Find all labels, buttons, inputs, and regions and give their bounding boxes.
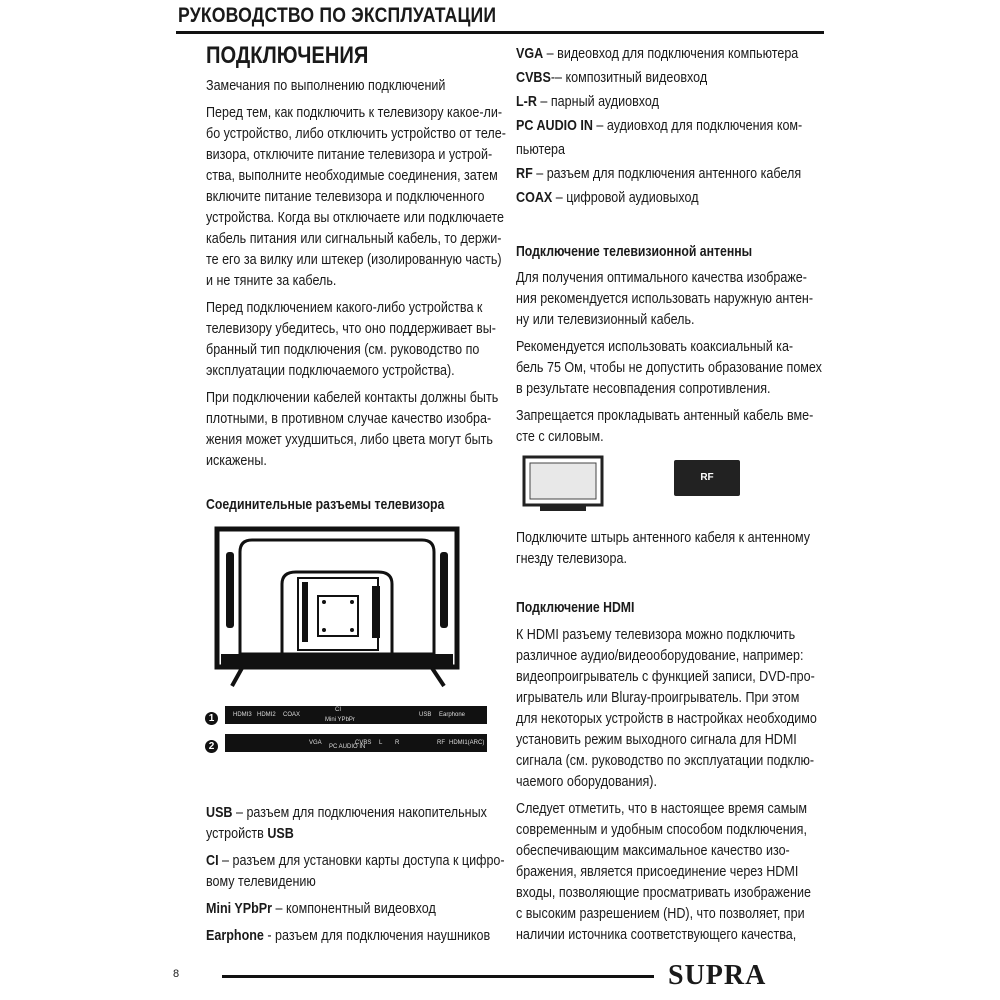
- antenna-paragraph-1: [516, 268, 814, 331]
- side-ports: [302, 582, 308, 642]
- connectors-heading: Соединительные разъемы телевизора: [206, 497, 445, 513]
- hdmi-heading: Подключение HDMI: [516, 600, 635, 616]
- port-label: CI: [335, 707, 341, 713]
- notes-heading: Замечания по выполнению подключений: [206, 78, 446, 94]
- left-definitions: [206, 803, 505, 953]
- text-line: ства, выполните необходимые соединения, затем: [206, 168, 498, 184]
- text-line: устройства. Когда вы отключаете или подключаете: [206, 210, 505, 226]
- text-line: бранный тип подключения (см. руководство по: [206, 342, 480, 358]
- text-line: бель 75 Ом, чтобы не допустить образование помех: [516, 360, 822, 376]
- antenna-text: [516, 268, 822, 454]
- connector-panel-2: [225, 734, 487, 752]
- page-number: 8: [173, 968, 180, 980]
- port-label: USB: [419, 712, 432, 718]
- def-coax: COAX – цифровой аудиовыход: [516, 190, 699, 206]
- antenna-connect-text: [516, 528, 811, 576]
- paragraph-check-support: [206, 298, 496, 382]
- def-usb: USB – разъем для подключения накопительных устройств USB: [206, 805, 487, 842]
- rf-connector-icon: RF: [674, 460, 740, 496]
- port-label: Mini YPbPr: [325, 717, 355, 723]
- text-line: визора, отключите питание телевизора и устрой-: [206, 147, 493, 163]
- connector-panel-1: [225, 706, 487, 724]
- right-handle: [440, 552, 448, 628]
- text-line: Подключите штырь антенного кабеля к антенному: [516, 530, 811, 546]
- text-line: те его за вилку или штекер (изолированную часть): [206, 252, 502, 268]
- tv-front-icon: [522, 455, 606, 515]
- antenna-paragraph-4: [516, 528, 811, 570]
- def-mini-ypbpr: Mini YPbPr – компонентный видеовход: [206, 901, 436, 917]
- port-label: R: [395, 740, 400, 746]
- left-column: [206, 76, 506, 478]
- port-label: PC AUDIO IN: [329, 744, 366, 750]
- text-line: игрыватель или Bluray-проигрыватель. При этом: [516, 690, 800, 706]
- text-line: К HDMI разъему телевизора можно подключить: [516, 627, 796, 643]
- text-line: жения может ухудшиться, либо цвета могут быть: [206, 432, 493, 448]
- paragraph-power-off: [206, 103, 506, 292]
- def-ci: CI – разъем для установки карты доступа к цифро- вому телевидению: [206, 853, 505, 890]
- port-label: HDMI3: [233, 712, 252, 718]
- text-line: плотными, в противном случае качество изобра-: [206, 411, 492, 427]
- text-line: чаемого оборудования).: [516, 774, 657, 790]
- footer-rule: [222, 975, 654, 978]
- def-cvbs: CVBS-– композитный видеовход: [516, 70, 708, 86]
- antenna-heading: Подключение телевизионной антенны: [516, 244, 753, 260]
- antenna-paragraph-3: [516, 406, 814, 448]
- port-label: RF: [437, 740, 445, 746]
- hdmi-paragraph-1: [516, 625, 817, 793]
- text-line: и не тяните за кабель.: [206, 273, 337, 289]
- def-vga: VGA – видеовход для подключения компьютера: [516, 46, 799, 62]
- text-line: установить режим выходного сигнала для HDMI: [516, 732, 797, 748]
- text-line: искажены.: [206, 453, 267, 469]
- text-line: бражения, является присоединение через HDMI: [516, 864, 799, 880]
- bottom-edge: [221, 654, 453, 668]
- def-pc-audio-in: PC AUDIO IN – аудиовход для подключения ком- пьютера: [516, 118, 803, 158]
- text-line: ну или телевизионный кабель.: [516, 312, 695, 328]
- tv-back-diagram: [212, 526, 462, 692]
- text-line: Следует отметить, что в настоящее время самым: [516, 801, 808, 817]
- right-definitions: [516, 42, 808, 210]
- text-line: гнезду телевизора.: [516, 551, 627, 567]
- panel-number-2: 2: [205, 736, 218, 754]
- def-l-r: L-R – парный аудиовход: [516, 94, 659, 110]
- text-line: кабель питания или сигнальный кабель, то держи-: [206, 231, 502, 247]
- brand-logo: SUPRA: [668, 960, 767, 991]
- text-line: наличии источника соответствующего качества,: [516, 927, 797, 943]
- text-line: различное аудио/видеооборудование, например:: [516, 648, 804, 664]
- text-line: Рекомендуется использовать коаксиальный ка-: [516, 339, 794, 355]
- hdmi-text: [516, 625, 817, 952]
- manual-header-title: РУКОВОДСТВО ПО ЭКСПЛУАТАЦИИ: [178, 4, 497, 27]
- paragraph-tight-contacts: [206, 388, 499, 472]
- text-line: эксплуатации подключаемого устройства).: [206, 363, 455, 379]
- header-rule: [176, 31, 824, 34]
- text-line: входы, позволяющие просматривать изображение: [516, 885, 811, 901]
- section-title: ПОДКЛЮЧЕНИЯ: [206, 42, 369, 69]
- text-line: включите питание телевизора и подключенного: [206, 189, 485, 205]
- text-line: При подключении кабелей контакты должны быть: [206, 390, 499, 406]
- left-handle: [226, 552, 234, 628]
- port-label: VGA: [309, 740, 322, 746]
- text-line: сигнала (см. руководство по эксплуатации подклю-: [516, 753, 815, 769]
- text-line: видеопроигрыватель с функцией записи, DVD-про-: [516, 669, 815, 685]
- port-label: COAX: [283, 712, 301, 718]
- hdmi-paragraph-2: [516, 799, 811, 946]
- text-line: сте с силовым.: [516, 429, 604, 445]
- text-line: Запрещается прокладывать антенный кабель вме-: [516, 408, 814, 424]
- text-line: Для получения оптимального качества изображе-: [516, 270, 807, 286]
- def-earphone: Earphone - разъем для подключения наушников: [206, 928, 491, 944]
- port-label: L: [379, 740, 383, 746]
- text-line: в результате несовпадения сопротивления.: [516, 381, 771, 397]
- antenna-paragraph-2: [516, 337, 822, 400]
- text-line: телевизору убедитесь, что оно поддерживает вы-: [206, 321, 496, 337]
- text-line: с высоким разрешением (HD), что позволяет, при: [516, 906, 805, 922]
- connector-panel: [298, 578, 378, 650]
- def-rf: RF – разъем для подключения антенного кабеля: [516, 166, 802, 182]
- port-label: CVBS: [355, 740, 372, 746]
- panel-number-1: 1: [205, 708, 218, 726]
- text-line: для некоторых устройств в настройках необходимо: [516, 711, 817, 727]
- stands: [232, 668, 444, 686]
- text-line: Перед тем, как подключить к телевизору какое-ли-: [206, 105, 503, 121]
- port-label: Earphone: [439, 712, 466, 718]
- text-line: современным и удобным способом подключения,: [516, 822, 807, 838]
- port-label: HDMI2: [257, 712, 276, 718]
- text-line: бо устройство, либо отключить устройство от теле-: [206, 126, 506, 142]
- text-line: ния рекомендуется использовать наружную антен-: [516, 291, 814, 307]
- port-label: HDMI1(ARC): [449, 740, 485, 746]
- text-line: обеспечивающим максимальное качество изо-: [516, 843, 790, 859]
- text-line: Перед подключением какого-либо устройства к: [206, 300, 483, 316]
- tv-outer-frame: [217, 529, 457, 667]
